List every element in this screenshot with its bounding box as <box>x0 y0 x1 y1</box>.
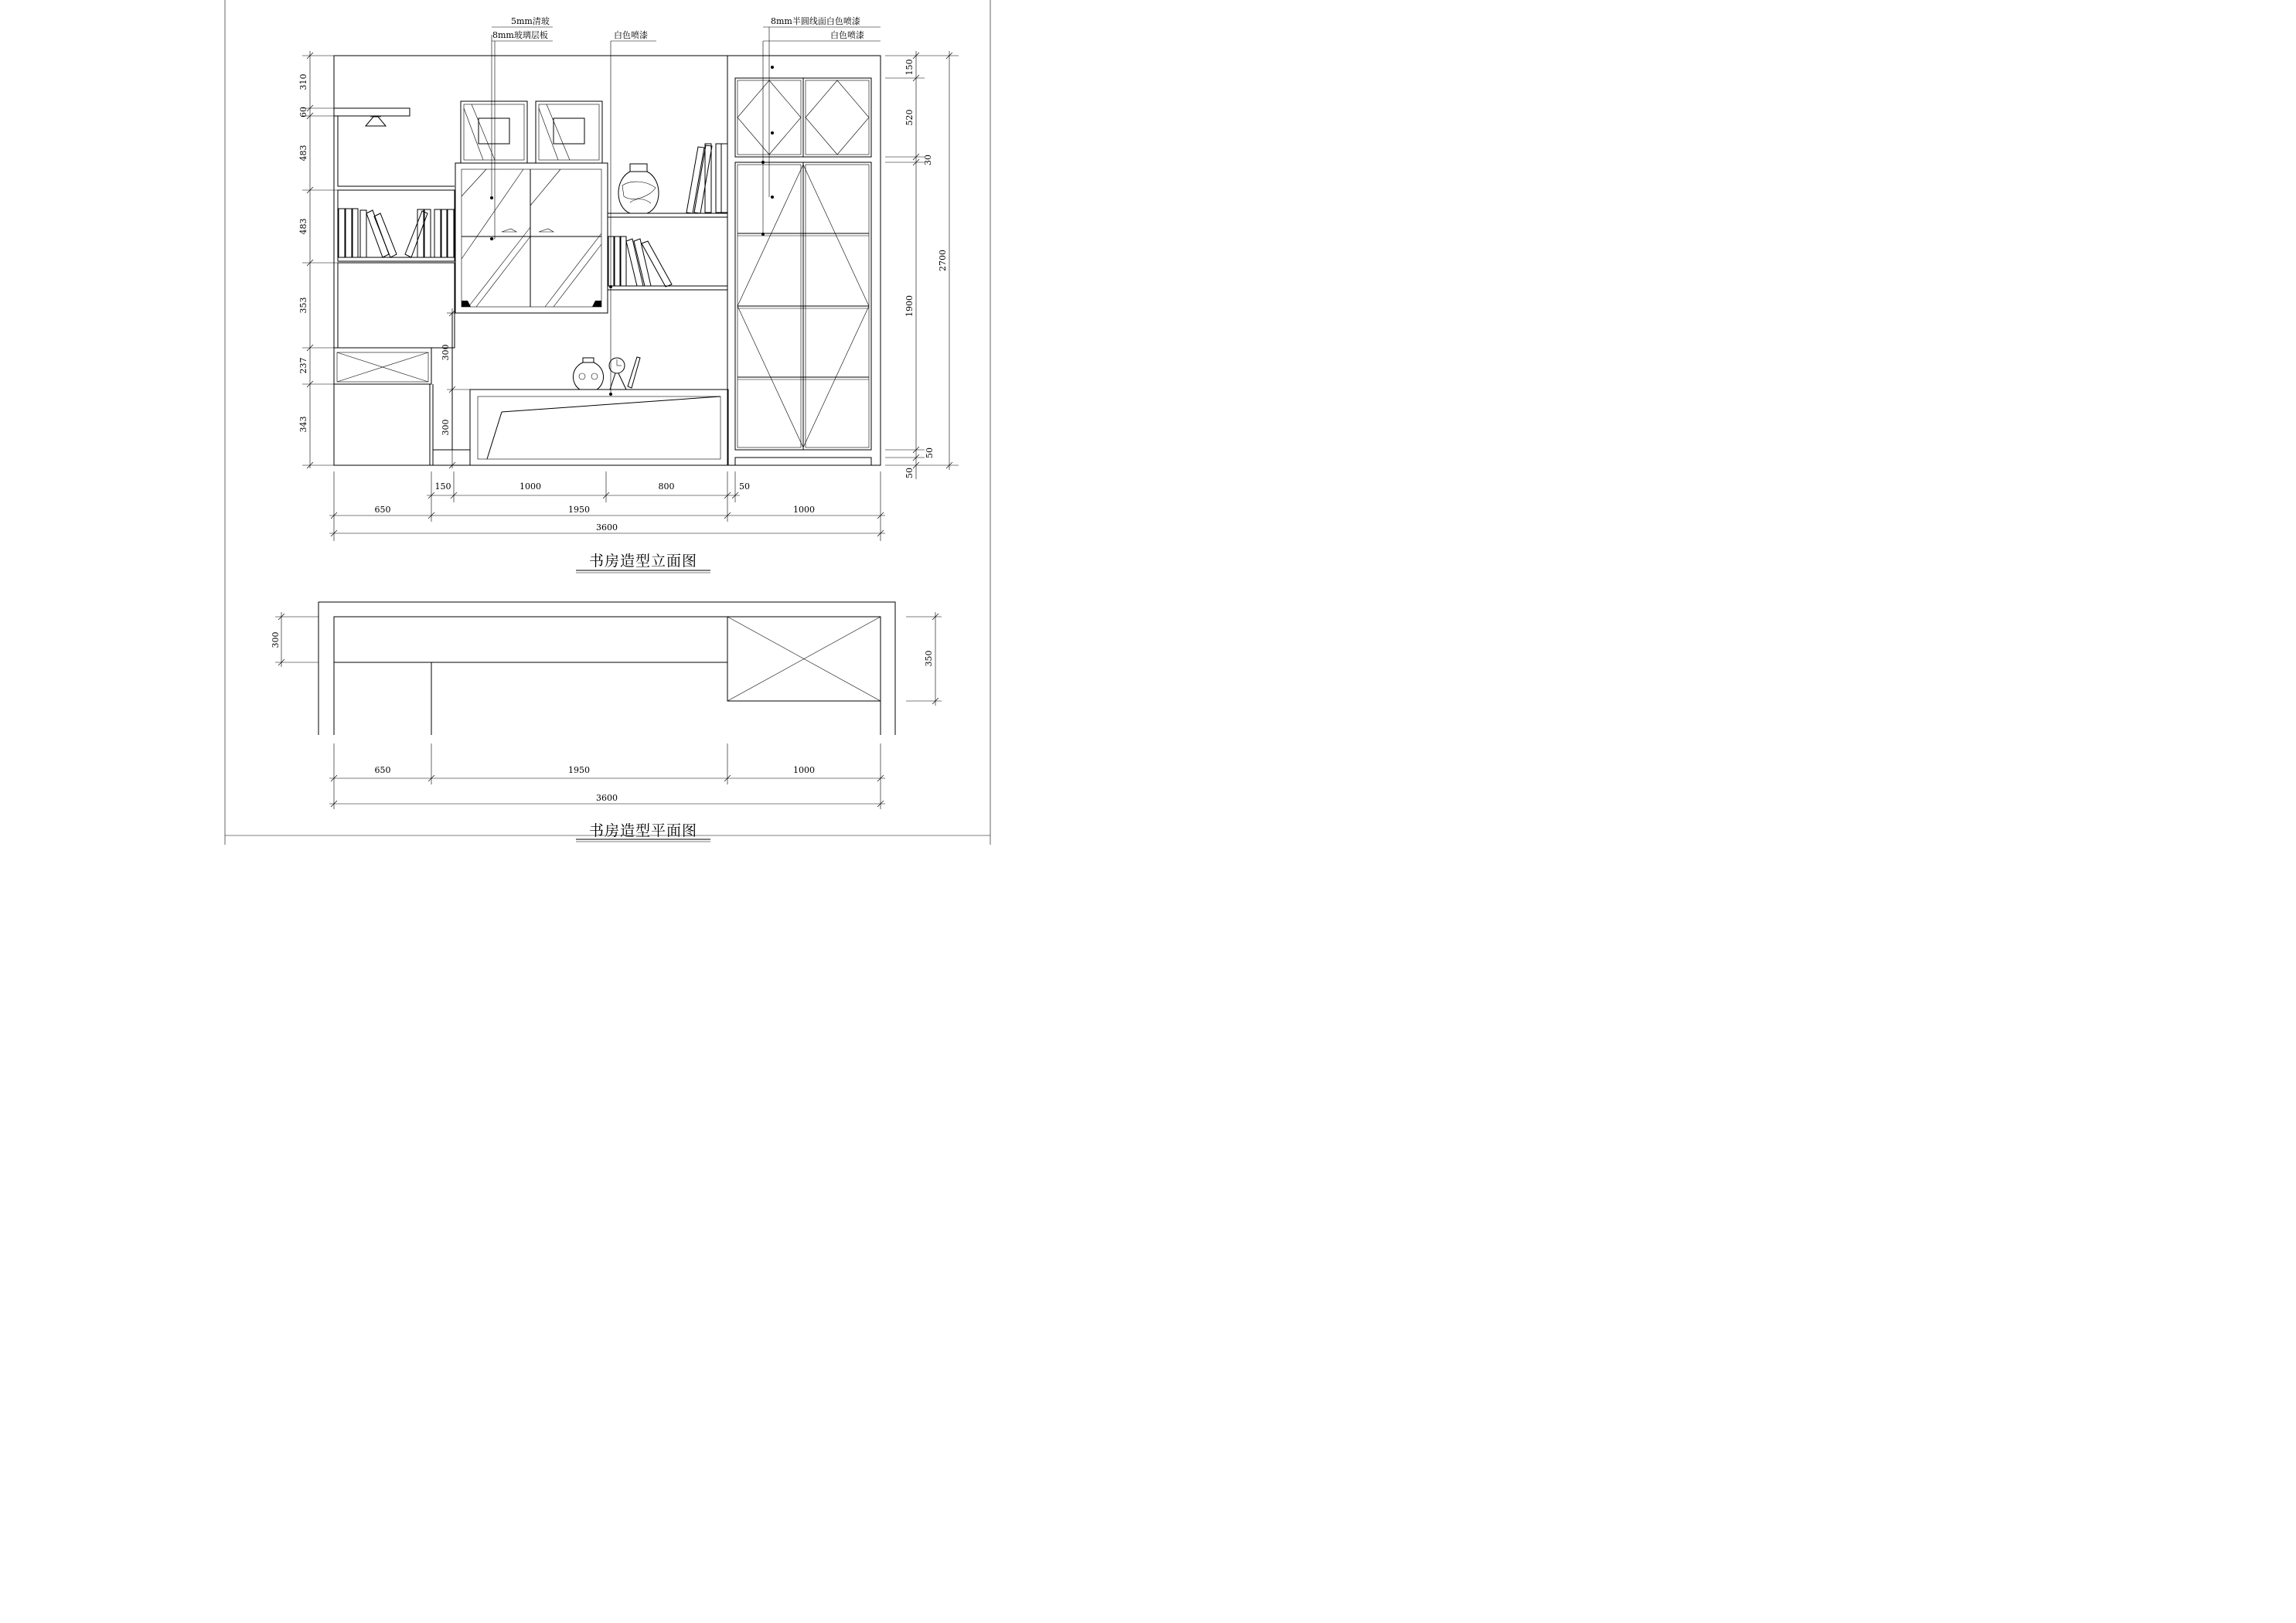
dim-left-483b: 483 <box>298 218 308 235</box>
book <box>448 209 454 257</box>
dim-bottom-650: 650 <box>374 505 391 515</box>
top-display-box-1-frame <box>479 118 509 144</box>
tv-cabinet <box>470 390 728 465</box>
annotation-white-paint-right: 白色喷漆 <box>830 30 864 40</box>
plan-dim-total: 3600 <box>596 793 618 803</box>
annotation-white-paint-mid: 白色喷漆 <box>614 30 648 40</box>
plan-drawing <box>319 602 895 735</box>
dim-bottom-800: 800 <box>658 481 675 492</box>
dim-left-60: 60 <box>298 107 308 117</box>
book <box>353 209 358 257</box>
glass-cabinet <box>455 163 608 313</box>
book <box>441 209 447 257</box>
leaning-book <box>686 147 704 213</box>
tv-cabinet-inner <box>478 396 720 459</box>
dim-bottom-150: 150 <box>434 481 451 492</box>
cad-drawing-sheet <box>0 0 1194 845</box>
dim-left-237: 237 <box>298 357 308 374</box>
top-shelf <box>334 108 410 116</box>
dim-bottom-1950: 1950 <box>568 505 590 515</box>
dim-right-1900: 1900 <box>904 295 915 317</box>
dim-left-483a: 483 <box>298 145 308 162</box>
dim-left-343: 343 <box>298 416 308 433</box>
plan-inner-wall <box>334 617 881 735</box>
elevation-drawing <box>334 27 881 465</box>
glass-reflection <box>554 244 601 307</box>
glass-reflection <box>472 104 495 160</box>
leaning-book <box>366 210 389 257</box>
glass-cabinet-inner <box>462 169 601 307</box>
leader-dot <box>761 161 765 164</box>
book <box>417 209 424 257</box>
dim-mid-300a: 300 <box>441 344 451 361</box>
dim-left-353: 353 <box>298 297 308 314</box>
book <box>424 209 431 257</box>
dim-right-150: 150 <box>904 59 915 76</box>
leader-dot <box>490 196 493 199</box>
book <box>615 236 620 286</box>
tv-cabinet-slant-panel <box>502 396 720 412</box>
plan-dim-right: 350 <box>924 650 934 667</box>
dim-right-30: 30 <box>923 155 933 165</box>
book <box>339 209 345 257</box>
cabinet-foot <box>462 301 471 307</box>
book <box>360 210 366 257</box>
book <box>721 144 727 213</box>
glass-reflection <box>462 169 486 196</box>
small-vase-icon <box>573 358 603 390</box>
left-upper-compartment <box>338 116 455 186</box>
leader-dot <box>771 66 774 69</box>
leader-dot <box>761 233 765 236</box>
left-lower-compartment <box>338 263 455 348</box>
book <box>621 236 626 286</box>
plan-dimensions <box>275 612 942 809</box>
glass-reflection <box>464 108 483 160</box>
book <box>608 236 614 286</box>
clock-icon <box>609 357 640 390</box>
glass-reflection <box>462 169 523 259</box>
dim-bottom-50: 50 <box>739 481 750 492</box>
glass-reflection <box>468 227 530 307</box>
elevation-title: 书房造型立面图 <box>588 553 698 570</box>
plan-dim-1950: 1950 <box>568 765 590 775</box>
leader-dot <box>609 393 612 396</box>
right-middle-books <box>608 236 672 287</box>
glass-reflection <box>545 233 601 307</box>
leaning-book <box>374 213 397 257</box>
glass-reflection <box>530 169 560 206</box>
glass-reflection <box>539 108 558 160</box>
book <box>346 209 352 257</box>
leader-dot <box>771 196 774 199</box>
dim-total-width: 3600 <box>596 522 618 532</box>
dim-mid-300b: 300 <box>441 419 451 436</box>
top-display-box-2 <box>536 101 602 163</box>
downlight-icon <box>366 117 386 126</box>
glass-handle <box>502 229 516 232</box>
leader-dot <box>771 131 774 134</box>
desk-drawer <box>334 348 431 384</box>
cabinet-foot <box>592 301 601 307</box>
right-upper-books <box>686 144 727 213</box>
plan-title: 书房造型平面图 <box>588 822 698 839</box>
glass-reflection <box>547 104 570 160</box>
tall-cabinet-plinth <box>735 458 871 465</box>
upper-cabinet-right-door-inner <box>806 80 869 155</box>
middle-dimension-chain <box>447 308 470 468</box>
upper-cabinet-right-door <box>803 78 871 157</box>
plan-dim-left: 300 <box>271 631 281 648</box>
dim-overall-height: 2700 <box>938 250 948 271</box>
plan-dim-650: 650 <box>374 765 391 775</box>
glass-reflection <box>476 236 530 307</box>
top-display-box-1 <box>461 101 527 163</box>
dim-bottom-1000: 1000 <box>519 481 541 492</box>
ceramic-vase-icon <box>618 164 659 213</box>
annotation-clear-glass: 5mm清玻 <box>511 16 550 26</box>
leader-dot <box>609 285 612 288</box>
tv-cabinet-slant-panel-edge <box>487 412 502 459</box>
plan-wall <box>319 602 895 735</box>
top-display-box-2-frame <box>554 118 584 144</box>
right-middle-shelf <box>608 217 727 286</box>
book <box>434 209 441 257</box>
left-books <box>339 209 454 257</box>
book <box>716 144 721 213</box>
dim-bottom-1000-right: 1000 <box>793 505 815 515</box>
dim-right-50b: 50 <box>904 468 915 478</box>
left-bookshelf <box>338 190 455 261</box>
dim-right-520: 520 <box>904 109 915 126</box>
dim-right-50a: 50 <box>925 447 935 458</box>
upper-door-diamond <box>806 80 869 155</box>
leaning-book <box>634 239 651 286</box>
annotation-glass-shelf: 8mm玻璃层板 <box>492 30 548 40</box>
dim-left-310: 310 <box>298 73 308 90</box>
leader-glass-shelf <box>492 41 495 239</box>
glass-handle <box>539 229 554 232</box>
annotation-half-round-line: 8mm半圆线面白色喷漆 <box>771 16 860 26</box>
plan-dim-1000: 1000 <box>793 765 815 775</box>
